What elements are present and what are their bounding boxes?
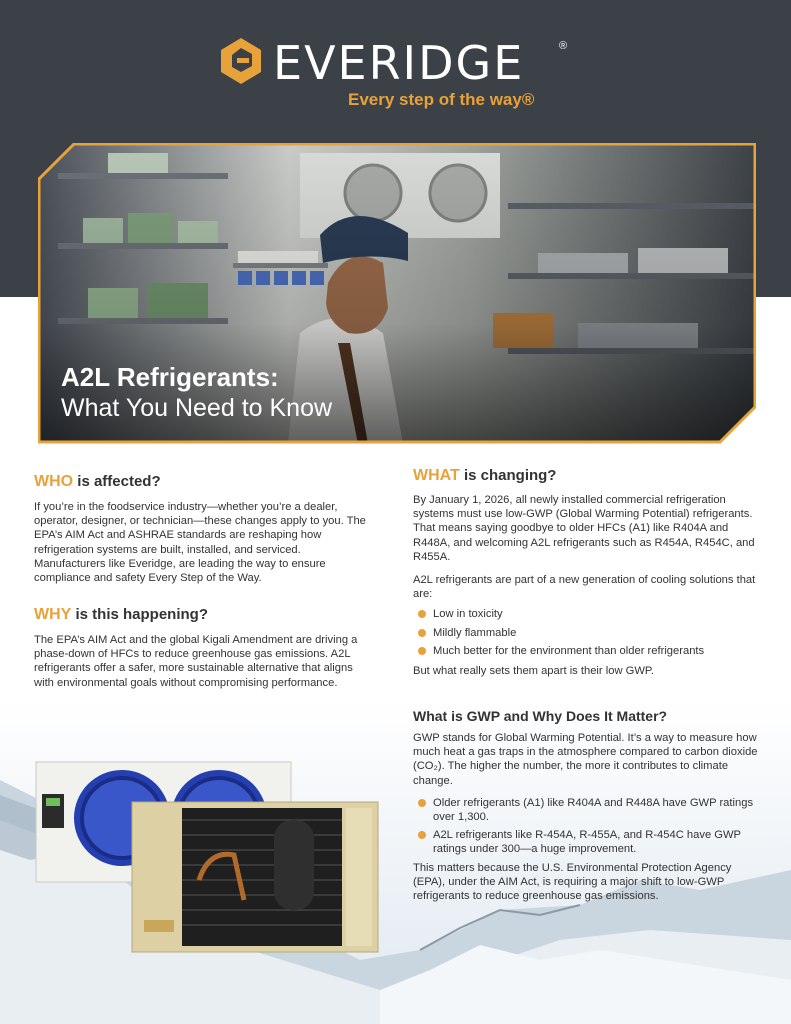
gwp-heading: What is GWP and Why Does It Matter?: [413, 708, 668, 724]
section-who: [34, 472, 374, 585]
who-heading-rest: is affected?: [73, 473, 161, 490]
gwp-body-2: This matters because the U.S. Environmental Protection Agency (EPA), under the AIM Act, is requiring a major shift to low-GWP refrigerants to reduce greenhouse gas emissions.: [413, 861, 732, 903]
hero-title: [61, 362, 332, 424]
section-why: [34, 605, 374, 690]
bullet-dot-icon: [418, 629, 426, 637]
why-body: The EPA’s AIM Act and the global Kigali Amendment are driving a phase-down of HFCs to reduce greenhouse gas emissions. A2L refrigerants offer a safer, more sustainable alternative that aligns with environmental goals without compromising performance.: [34, 634, 358, 689]
gwp-bullet-list: [413, 796, 763, 857]
list-item: Low in toxicity: [413, 607, 763, 621]
what-heading: [413, 466, 763, 486]
section-gwp: [413, 707, 763, 903]
bullet-dot-icon: [418, 610, 426, 618]
what-heading-rest: is changing?: [459, 467, 557, 484]
brand-name: EVERIDGE: [273, 36, 525, 90]
bullet-dot-icon: [418, 799, 426, 807]
list-item: Mildly flammable: [413, 626, 763, 640]
what-body-2: A2L refrigerants are part of a new generation of cooling solutions that are:: [413, 574, 756, 601]
why-heading: [34, 605, 374, 625]
hero-title-line1: A2L Refrigerants:: [61, 362, 279, 392]
what-body-1: By January 1, 2026, all newly installed commercial refrigeration systems must use low-GWP (Global Warming Potential) refrigerants. That means saying goodbye to older HFCs (A1) like R404A and R448A, and welcoming A2L refrigerants such as R454A, R454C, and R455A.: [413, 494, 755, 563]
brand-tagline: Every step of the way®: [348, 90, 535, 109]
everidge-logo-icon: [217, 36, 265, 86]
bullet-dot-icon: [418, 831, 426, 839]
list-item: Much better for the environment than older refrigerants: [413, 644, 763, 658]
registered-mark: ®: [559, 40, 568, 52]
list-item: Older refrigerants (A1) like R404A and R448A have GWP ratings over 1,300.: [413, 796, 763, 824]
gwp-body-1: GWP stands for Global Warming Potential. It’s a way to measure how much heat a gas traps in the atmosphere compared to carbon dioxide (CO₂). The higher the number, the more it contributes to climate change.: [413, 732, 758, 787]
who-keyword: WHO: [34, 473, 74, 490]
list-item: A2L refrigerants like R-454A, R-455A, and R-454C have GWP ratings under 300—a huge improvement.: [413, 828, 763, 856]
condensing-unit-image: [34, 760, 384, 955]
hero-title-line2: What You Need to Know: [61, 394, 333, 422]
who-heading: [34, 472, 374, 492]
what-body-3: But what really sets them apart is their low GWP.: [413, 665, 655, 678]
who-body: If you’re in the foodservice industry—whether you’re a dealer, operator, designer, or technician—these changes apply to you. The EPA’s AIM Act and ASHRAE standards are reshaping how refrigeration systems are built, installed, and serviced. Manufacturers like Everidge, are leading the way to ensure compliance and safety Every Step of the Way.: [34, 501, 366, 585]
bullet-dot-icon: [418, 647, 426, 655]
what-keyword: WHAT: [413, 467, 460, 484]
hero-banner: [38, 143, 756, 444]
what-bullet-list: [413, 607, 763, 658]
why-keyword: WHY: [34, 606, 72, 623]
why-heading-rest: is this happening?: [71, 606, 208, 623]
section-what: [413, 466, 763, 678]
